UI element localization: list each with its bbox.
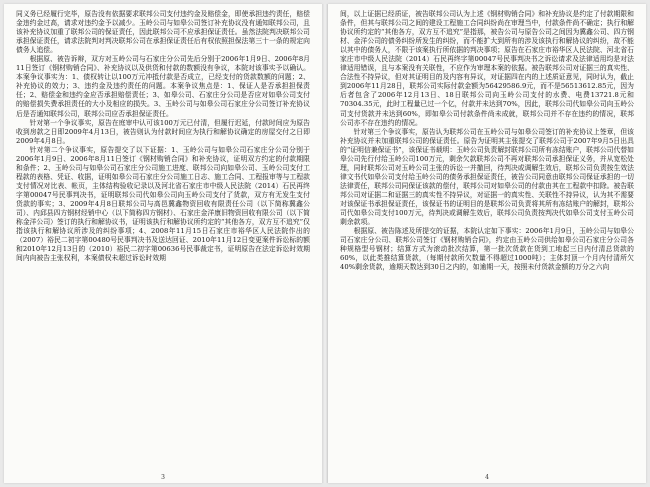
- page-body-left: [16, 10, 310, 263]
- paragraph-right-1: 间，以上证据已经质证，被告联邦公司认为上述《钢材购销合同》和补充协议是约定了付款期限和条件，但其与联邦公司之间的建设工程施工合同纠纷尚在审理当中，付款条件尚不确定；执行和解协议所约定的“其他各方，双方互不追究”是指那，被告公司与原告公司之间因为冀鑫公司、四方钢材、金洋公司的债务纠纷所发生的纠纷，而不能扩大到所有的涉及该执行和解协议的纠纷，故不能以其中的债务人，不限于该案执行所依据的判决事项；原告在石家庄市裕华区人民法院、河北省石家庄市中级人民法院（2014）石民再终字第00047号民事判决书之诉讼请求及法律适用均是对法律适用错误，且与本案没有关联性，不应作为审理本案的依据。被告联邦公司对证据三的真实性、合法性不持异议，但对其证明目的及内容有异议，对证据四在内的上述质证意见，同时认为，截止到2006年11月28日，联邦公司实际付款金额为56429586.9元，而不是56513612.85元，因为后者包含了2006年12月13日、18日联邦公司向玉岭公司支付的水费、电费13721.8元和70304.35元，此时工程量已过一个亿，付款并未达到70%，因此，联邦公司代如皋公司向玉岭公司支付货款并未达到60%，即如皋公司付款条件尚未成就，联邦公司并不存在违约的情况，联邦公司亦不存在违约的情况。: [340, 10, 634, 127]
- paragraph-right-3: 根据原、被告陈述及所提交的证据，本院认定如下事实：2006年1月9日，玉岭公司与如皋公司石家庄分公司、联邦公司签订《钢材购销合同》，约定由玉岭公司供给如皋公司石家庄分公司各种规格型号钢材；结算方式为滚动批次结算，第一批次货款在货到工地起三日内付清总货款的60%，以此类推结算货款，（每期付款所欠数量不得超过1000吨）；主体封顶一个月内付清所欠40%剩余货款，逾期天数达到30日之内的，如逾期一天，按照未付货款金额的万分之六向: [340, 227, 634, 272]
- paragraph-left-3: 针对第一个争议事实，原告在庭审中认可该100万元已付清，但履行迟延，付款时间应为原告收到房款之日即2009年4月13日，被告则认为付款时间应为执行和解协议确定的房屋交付之日即2009年4月8日。: [16, 118, 310, 145]
- page-number-right: 4: [485, 474, 489, 481]
- page-body-right: [340, 10, 634, 272]
- paragraph-left-2: 根据原、被告诉辩，双方对玉岭公司与石家庄分公司先后分别于2006年1月9日、2006年8月11日签订《钢材购销合同》、补充协议以及供货和付款的数额没有争议，本院对该事实予以确认。本案争议事实为：1、债权转让以100万元冲抵付款是否成立，已经支付的货款数额的问题；2、补充协议的效力；3、违约金及违约责任的问题。本案争议焦点是：1、保证人是否承担担保责任；2、赔偿金和违约金应否承担赔偿责任；3、如皋公司、石家庄分公司是否应对如皋公司支付的赔偿损失费承担责任的大小及相应的损失。3、玉岭公司与如皋公司石家庄分公司签订补充协议后是否通知联邦公司，联邦公司应否承担保证责任。: [16, 55, 310, 118]
- paragraph-left-1: 同义务已经履行完毕，原告没有依据要求联邦公司支付违约金及赔偿金，即使承担违约责任，赔偿金违约金过高，请求对违约金予以减少。玉岭公司与如皋公司签订补充协议没有通知联邦公司，且该补充协议加重了联邦公司的保证责任，因此联邦公司不应承担保证责任。虽然法院判决联邦公司承担保证责任，请求法院判对判决联邦公司在承担保证责任后有权依照担保法第三十一条的规定向债务人追偿。: [16, 10, 310, 55]
- document-page-right: [328, 4, 646, 483]
- page-number-left: 3: [161, 474, 165, 481]
- paragraph-right-2: 针对第三个争议事实，原告认为联邦公司在玉岭公司与如皋公司签订的补充协议上签章，但该补充协议并未加重联邦公司的保证责任。原告为证明其主张提交了联邦公司于2007年9月5日出具的“证明信兼保证书”，该保证书载明：玉岭公司负责解封联邦公司所有冻结账户，联邦公司代替如皋公司先行付给玉岭公司100万元，剩余欠款联邦公司不再对联邦公司承担保证义务，并从宽松处理，同时联邦公司对玉岭公司主张的诉讼一并撤回，待判决或调解生效后，联邦公司负责按生效法律文书代如皋公司支付给玉岭公司的债务承担保证责任，被告公司同意由联邦公司保证承担的一切法律责任，联邦公司同保证该款的偿付，联邦公司对如皋公司的付款由其在工程款中扣除。被告联邦公司对证据二和证据三的真实性不持异议，对证据一的真实性、关联性不持异议，认为其不需要对该保证书承担保证责任，该保证书的证明目的是联邦公司负责将其所有冻结账户的解封，联邦公司代如皋公司支付100万元，待判决或调解生效后，联邦公司负责按判决代如皋公司支付玉岭公司剩余款项。: [340, 127, 634, 227]
- paragraph-left-4: 针对第二个争议事实，原告提交了以下证据：1、玉岭公司与如皋公司石家庄分公司分别于2006年1月9日、2006年8月11日签订《钢材购销合同》和补充协议，证明双方约定的付款期限和条件；2、玉岭公司与如皋公司石家庄分公司施工进度、联邦公司向如皋公司、玉岭公司支付工程款的表格、凭证、收据，证明如皋公司石家庄分公司施工日志、施工合同、工程报审等与工程款支付情况对比表、帐页，主体结构验收记录以及河北省石家庄市中级人民法院（2014）石民再终字第00047号民事判决书，证明联邦公司代如皋公司向玉岭公司支付了货款，双方有无发生支付货款的事实；3、2009年4月8日联邦公司与高邑冀鑫物资回收有限责任公司（以下简称冀鑫公司）、内邱县四方钢材经销中心（以下简称四方钢材）、石家庄金洋康旧物资回收有限公司（以下简称金洋公司）签订的执行和解协议书，证明该执行和解协议所约定的“其他各方，双方互不追究”仅指该执行和解协议所涉及的纠纷事项；4、2008年11月15日石家庄市裕华区人民法院作出的（2007）裕民二初字第00480号民事判决书及送达回证、2010年11月12日变更案件诉讼标的额和2010年12月13日的（2010）裕民二初字第00636号民事裁定书，证明原告在法定诉讼时效期间内向被告主张权利，本案债权未超过诉讼时效期: [16, 145, 310, 263]
- document-page-left: [4, 4, 322, 483]
